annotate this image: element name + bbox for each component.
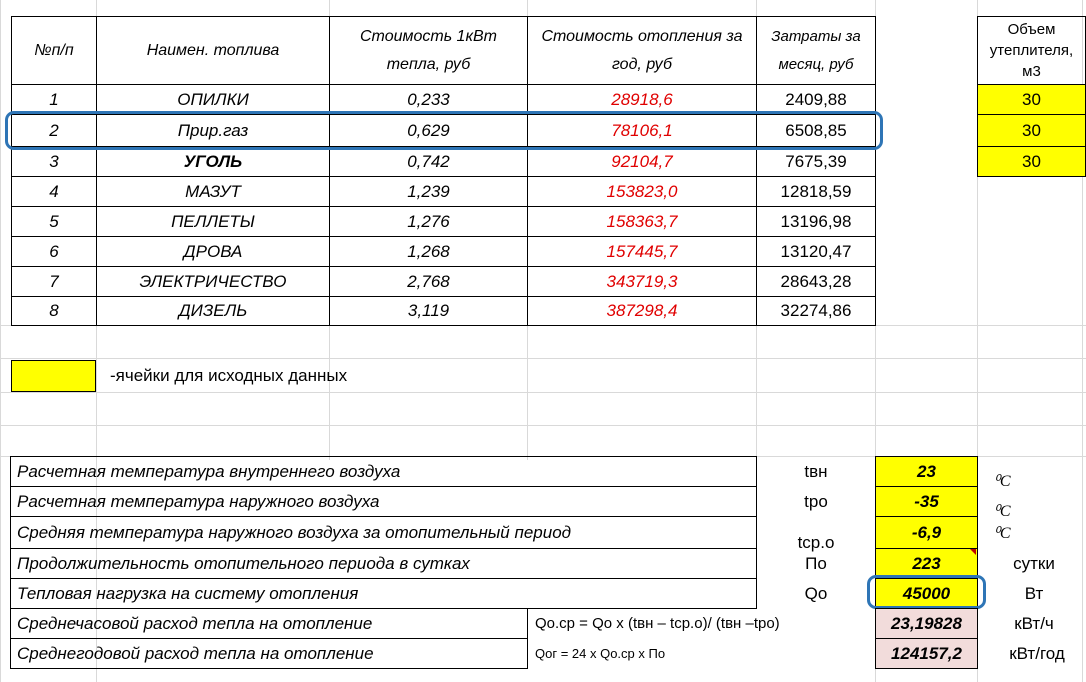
table-row-cost-year[interactable]: 153823,0 — [527, 176, 757, 207]
table-row-cost-year[interactable]: 343719,3 — [527, 266, 757, 297]
table-row-num[interactable]: 4 — [11, 176, 97, 207]
param-label[interactable]: Расчетная температура внутреннего воздуха — [10, 456, 757, 487]
table-row-name[interactable]: ОПИЛКИ — [96, 84, 330, 115]
header-cost-year[interactable]: Стоимость отопления за год, руб — [527, 16, 757, 85]
param-symbol[interactable]: tро — [804, 491, 828, 511]
calc-formula[interactable]: Qо.ср = Qо х (tвн – tср.о)/ (tвн –tро) — [535, 615, 780, 632]
table-row-cost-month[interactable]: 12818,59 — [756, 176, 876, 207]
param-label[interactable]: Расчетная температура наружного воздуха — [10, 486, 757, 517]
table-row-num[interactable]: 8 — [11, 296, 97, 326]
table-row-cost-kwh[interactable]: 1,276 — [329, 206, 528, 237]
calc-formula[interactable]: Qог = 24 х Qо.ср х По — [535, 646, 666, 661]
table-row-num[interactable]: 6 — [11, 236, 97, 267]
param-value-outer-temp[interactable]: -35 — [875, 486, 978, 517]
calc-value-hourly[interactable]: 23,19828 — [875, 608, 978, 639]
table-row-cost-year[interactable]: 387298,4 — [527, 296, 757, 326]
param-symbol[interactable]: tср.о — [797, 533, 835, 552]
table-row-cost-kwh[interactable]: 0,233 — [329, 84, 528, 115]
table-row-cost-kwh[interactable]: 3,119 — [329, 296, 528, 326]
table-row-name[interactable]: ПЕЛЛЕТЫ — [96, 206, 330, 237]
param-label[interactable]: Тепловая нагрузка на систему отопления — [10, 578, 757, 609]
param-value-inner-temp[interactable]: 23 — [875, 456, 978, 487]
header-fuel-name[interactable]: Наимен. топлива — [96, 16, 330, 85]
calc-label[interactable]: Среднечасовой расход тепла на отопление — [10, 608, 528, 639]
legend-text: -ячейки для исходных данных — [110, 366, 348, 385]
header-cost-kwh[interactable]: Стоимость 1кВт тепла, руб — [329, 16, 528, 85]
table-row-name[interactable]: УГОЛЬ — [96, 146, 330, 177]
calc-unit: кВт/год — [1009, 643, 1065, 663]
param-symbol[interactable]: По — [805, 553, 827, 573]
param-label[interactable]: Продолжительность отопительного периода в сутках — [10, 548, 757, 579]
table-row-cost-month[interactable]: 28643,28 — [756, 266, 876, 297]
table-row-name[interactable]: ДИЗЕЛЬ — [96, 296, 330, 326]
insulation-value[interactable]: 30 — [977, 114, 1086, 147]
param-unit: ⁰C — [993, 473, 1011, 490]
table-row-cost-year[interactable]: 92104,7 — [527, 146, 757, 177]
table-row-num[interactable]: 7 — [11, 266, 97, 297]
legend-swatch — [11, 360, 96, 392]
table-row-cost-kwh[interactable]: 2,768 — [329, 266, 528, 297]
table-row-cost-kwh[interactable]: 1,239 — [329, 176, 528, 207]
table-row-cost-year[interactable]: 158363,7 — [527, 206, 757, 237]
insulation-value[interactable]: 30 — [977, 84, 1086, 115]
table-row-name[interactable]: Прир.газ — [96, 114, 330, 147]
table-row-cost-year[interactable]: 28918,6 — [527, 84, 757, 115]
param-symbol[interactable]: Qо — [804, 583, 828, 603]
calc-unit: кВт/ч — [1014, 613, 1054, 633]
insulation-header[interactable]: Объем утеплителя, м3 — [977, 16, 1086, 85]
table-row-cost-month[interactable]: 6508,85 — [756, 114, 876, 147]
table-row-name[interactable]: МАЗУТ — [96, 176, 330, 207]
calc-label[interactable]: Среднегодовой расход тепла на отопление — [10, 638, 528, 669]
param-value-avg-temp[interactable]: -6,9 — [875, 516, 978, 549]
param-symbol[interactable]: tвн — [804, 461, 828, 481]
param-unit: Вт — [1024, 583, 1044, 603]
table-row-cost-month[interactable]: 32274,86 — [756, 296, 876, 326]
table-row-cost-kwh[interactable]: 0,742 — [329, 146, 528, 177]
header-num[interactable]: №п/п — [11, 16, 97, 85]
table-row-cost-kwh[interactable]: 0,629 — [329, 114, 528, 147]
table-row-cost-year[interactable]: 78106,1 — [527, 114, 757, 147]
table-row-num[interactable]: 3 — [11, 146, 97, 177]
table-row-cost-month[interactable]: 13196,98 — [756, 206, 876, 237]
header-cost-month[interactable]: Затраты за месяц, руб — [756, 16, 876, 85]
table-row-num[interactable]: 2 — [11, 114, 97, 147]
table-row-num[interactable]: 5 — [11, 206, 97, 237]
calc-value-yearly[interactable]: 124157,2 — [875, 638, 978, 669]
param-label[interactable]: Средняя температура наружного воздуха за отопительный период — [10, 516, 757, 549]
param-value-heat-load[interactable]: 45000 — [875, 578, 978, 609]
table-row-cost-kwh[interactable]: 1,268 — [329, 236, 528, 267]
param-unit: ⁰C — [993, 503, 1011, 520]
table-row-name[interactable]: ДРОВА — [96, 236, 330, 267]
insulation-value[interactable]: 30 — [977, 146, 1086, 177]
table-row-name[interactable]: ЭЛЕКТРИЧЕСТВО — [96, 266, 330, 297]
comment-indicator — [970, 549, 976, 555]
table-row-cost-year[interactable]: 157445,7 — [527, 236, 757, 267]
param-unit: ⁰C — [993, 524, 1011, 542]
param-unit: сутки — [1013, 553, 1055, 573]
table-row-num[interactable]: 1 — [11, 84, 97, 115]
table-row-cost-month[interactable]: 7675,39 — [756, 146, 876, 177]
param-value-period-days[interactable]: 223 — [875, 548, 978, 579]
table-row-cost-month[interactable]: 13120,47 — [756, 236, 876, 267]
table-row-cost-month[interactable]: 2409,88 — [756, 84, 876, 115]
